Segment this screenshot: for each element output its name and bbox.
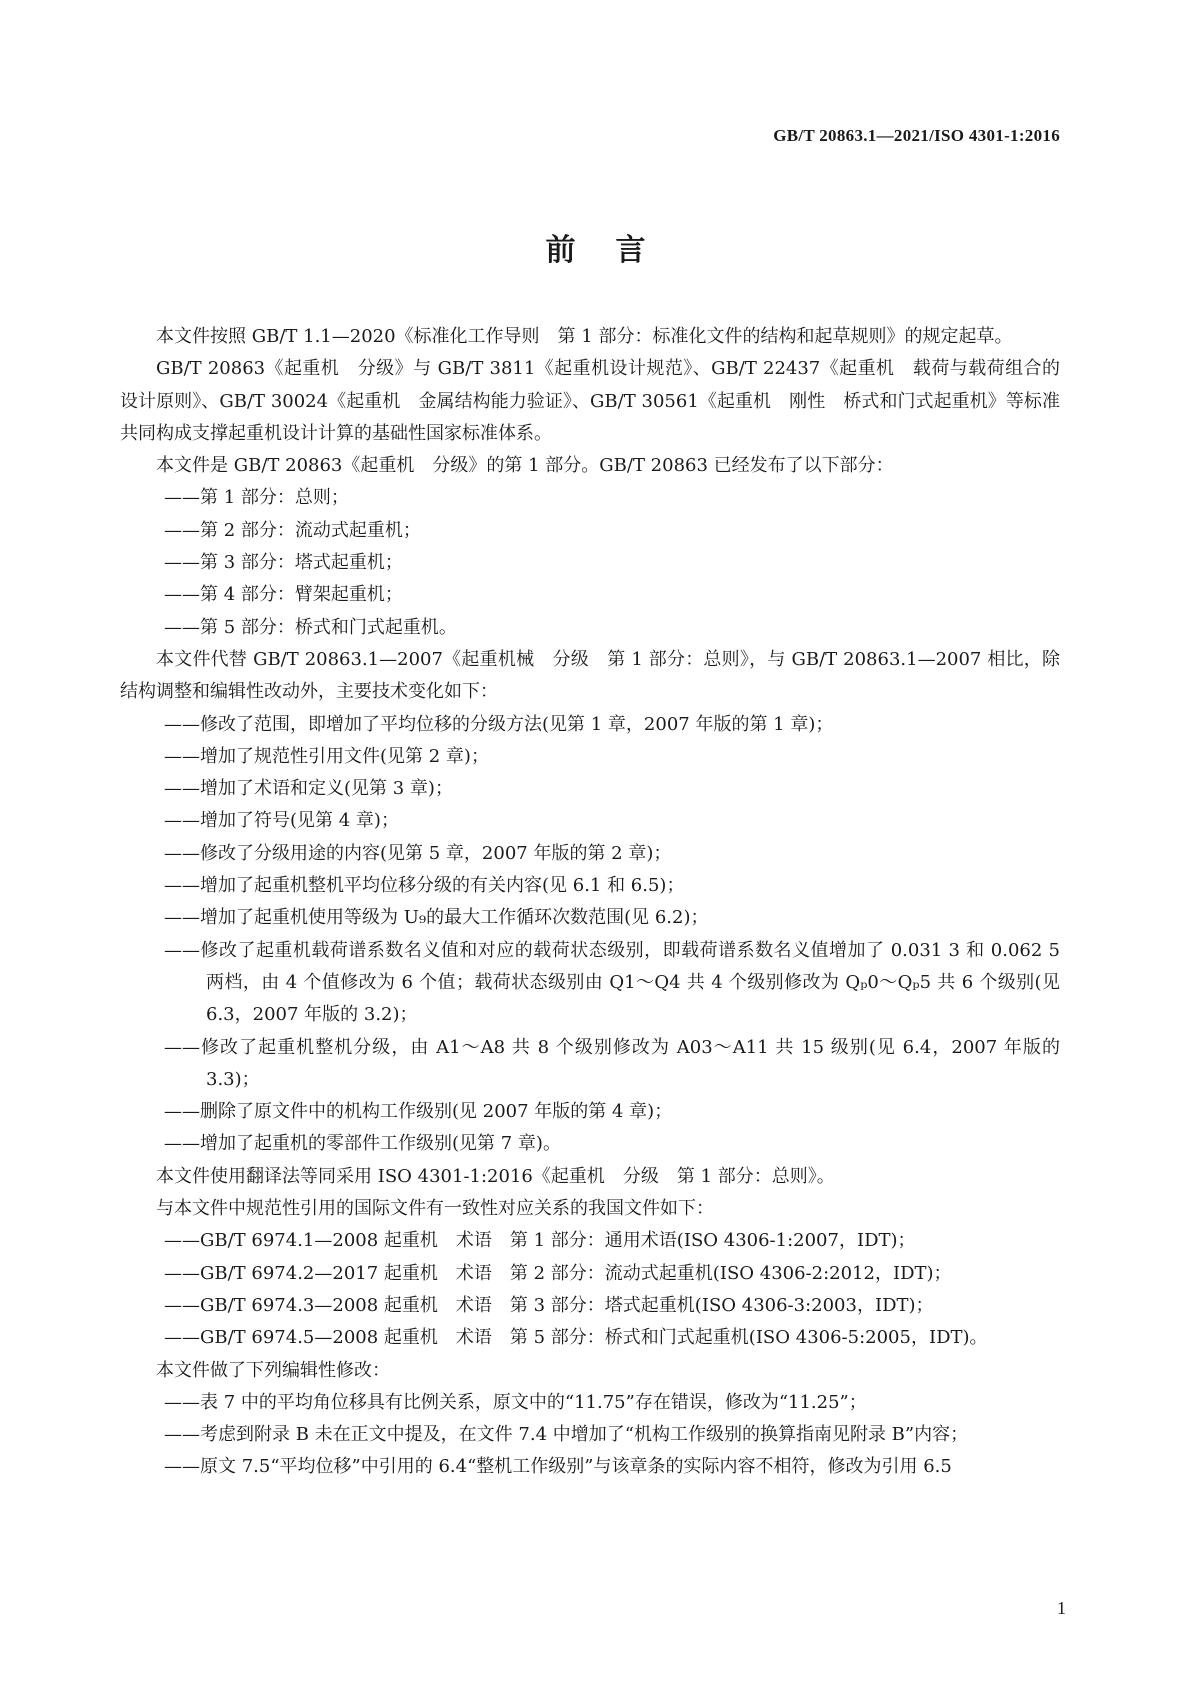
- list-item: ——修改了范围，即增加了平均位移的分级方法(见第 1 章，2007 年版的第 1 章)；: [164, 713, 834, 735]
- list-item: ——GB/T 6974.5—2008 起重机 术语 第 5 部分：桥式和门式起重机(ISO 4306-5:2005，IDT)。: [164, 1327, 988, 1349]
- list-item: ——增加了规范性引用文件(见第 2 章)；: [164, 745, 489, 767]
- page-title: [0, 225, 1191, 269]
- paragraph: GB/T 20863《起重机 分级》与 GB/T 3811《起重机设计规范》、GB/T 22437《起重机 载荷与载荷组合的设计原则》、GB/T 30024《起重机 金属结构能力验证》、GB/T 30561《起重机 刚性 桥式和门式起重机》等标准共同构成支撑起重机设计计算的基础性国家标准体系。: [120, 358, 1060, 444]
- paragraph: 本文件做了下列编辑性修改：: [156, 1359, 390, 1381]
- document-body: [120, 321, 1060, 1484]
- list-item: ——增加了起重机整机平均位移分级的有关内容(见 6.1 和 6.5)；: [164, 875, 685, 897]
- list-item: ——增加了术语和定义(见第 3 章)；: [164, 778, 453, 800]
- list-item: ——删除了原文件中的机构工作级别(见 2007 年版的第 4 章)；: [164, 1101, 673, 1123]
- paragraph: 与本文件中规范性引用的国际文件有一致性对应关系的我国文件如下：: [156, 1198, 714, 1220]
- list-item: ——第 2 部分：流动式起重机；: [164, 519, 421, 541]
- title-char-1: 前: [545, 233, 576, 268]
- list-item: ——GB/T 6974.1—2008 起重机 术语 第 1 部分：通用术语(ISO 4306-1:2007，IDT)；: [164, 1230, 916, 1252]
- list-item: ——修改了起重机载荷谱系数名义值和对应的载荷状态级别，即载荷谱系数名义值增加了 0.031 3 和 0.062 5 两档，由 4 个值修改为 6 个值；载荷状态级别由 Q1～Q4 共 4 个级别修改为 Qₚ0～Qₚ5 共 6 个级别(见 6.3，2007 年版的 3.2)；: [164, 939, 1060, 1026]
- list-item: ——增加了起重机的零部件工作级别(见第 7 章)。: [164, 1133, 561, 1155]
- list-item: ——GB/T 6974.3—2008 起重机 术语 第 3 部分：塔式起重机(ISO 4306-3:2003，IDT)；: [164, 1294, 934, 1316]
- list-item: ——考虑到附录 B 未在正文中提及，在文件 7.4 中增加了“机构工作级别的换算指南见附录 B”内容；: [164, 1424, 969, 1446]
- list-item: ——第 1 部分：总则；: [164, 487, 349, 509]
- page-number: 1: [1057, 1598, 1066, 1618]
- list-item: ——修改了起重机整机分级，由 A1～A8 共 8 个级别修改为 A03～A11 共 15 级别(见 6.4，2007 年版的 3.3)；: [164, 1036, 1060, 1090]
- list-item: ——增加了起重机使用等级为 U₉的最大工作循环次数范围(见 6.2)；: [164, 907, 709, 929]
- list-item: ——第 3 部分：塔式起重机；: [164, 552, 403, 574]
- paragraph: 本文件代替 GB/T 20863.1—2007《起重机械 分级 第 1 部分：总则》，与 GB/T 20863.1—2007 相比，除结构调整和编辑性改动外，主要技术变化如下：: [120, 648, 1060, 703]
- title-char-2: 言: [615, 233, 646, 268]
- list-item: ——修改了分级用途的内容(见第 5 章，2007 年版的第 2 章)；: [164, 842, 672, 864]
- standard-code: GB/T 20863.1—2021/ISO 4301-1:2016: [773, 126, 1060, 145]
- list-item: ——原文 7.5“平均位移”中引用的 6.4“整机工作级别”与该章条的实际内容不相符，修改为引用 6.5: [164, 1456, 952, 1478]
- list-item: ——增加了符号(见第 4 章)；: [164, 810, 399, 832]
- list-item: ——表 7 中的平均角位移具有比例关系，原文中的“11.75”存在错误，修改为“11.25”；: [164, 1391, 867, 1413]
- list-item: ——GB/T 6974.2—2017 起重机 术语 第 2 部分：流动式起重机(ISO 4306-2:2012，IDT)；: [164, 1262, 952, 1284]
- list-item: ——第 4 部分：臂架起重机；: [164, 584, 403, 606]
- paragraph: 本文件是 GB/T 20863《起重机 分级》的第 1 部分。GB/T 20863 已经发布了以下部分：: [156, 455, 894, 477]
- paragraph: 本文件按照 GB/T 1.1—2020《标准化工作导则 第 1 部分：标准化文件的结构和起草规则》的规定起草。: [156, 326, 1013, 347]
- list-item: ——第 5 部分：桥式和门式起重机。: [164, 616, 457, 638]
- paragraph: 本文件使用翻译法等同采用 ISO 4301-1:2016《起重机 分级 第 1 部分：总则》。: [156, 1165, 835, 1187]
